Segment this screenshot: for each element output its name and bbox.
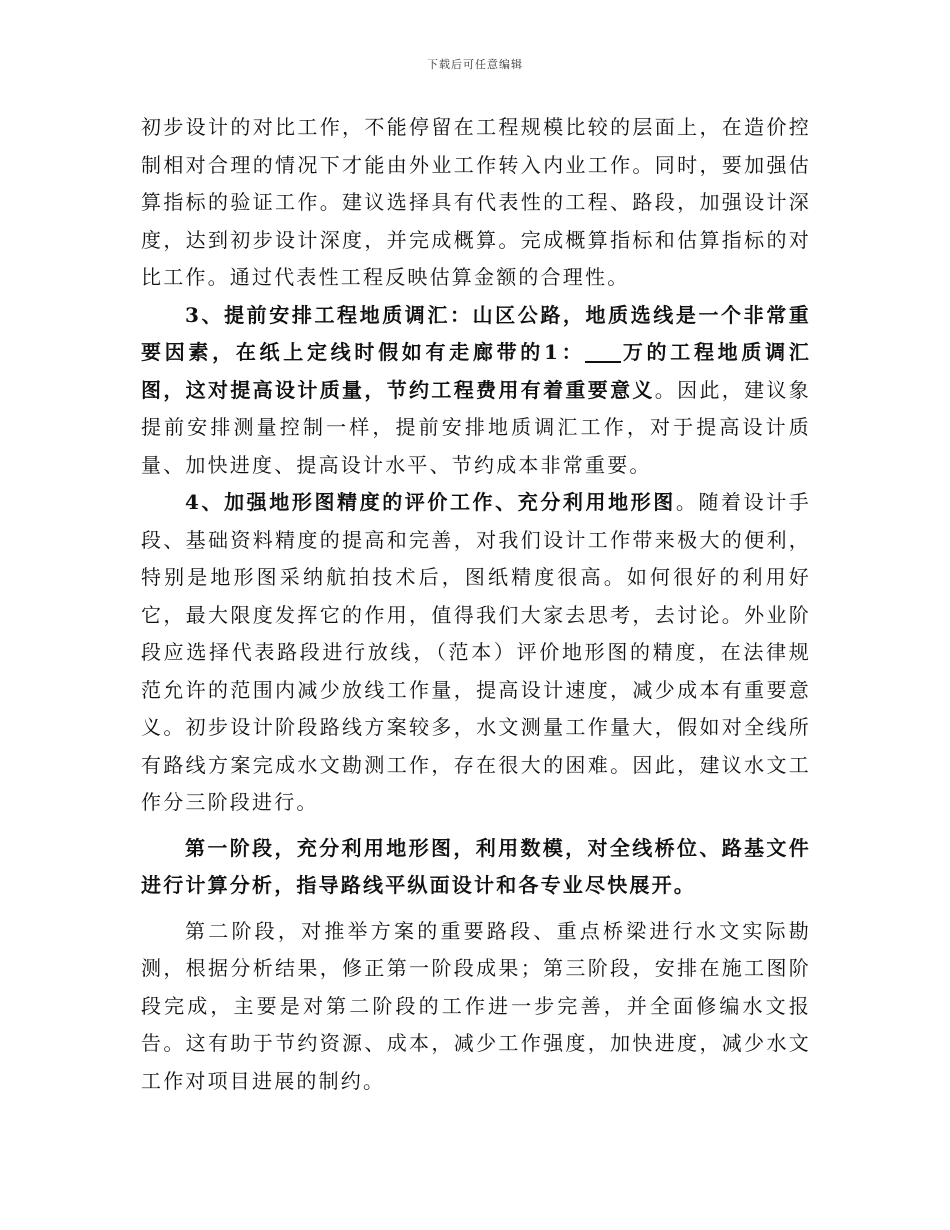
paragraph-2-bold-b: 万的工程地质调汇图，这对提高设计质量，节约工程费用有着重要意义: [141, 340, 811, 402]
paragraph-5: 第二阶段，对推举方案的重要路段、重点桥梁进行水文实际勘测，根据分析结果，修正第一阶段成果；第三阶段，安排在施工图阶段完成，主要是对第二阶段的工作进一步完善，并全面修编水文报告。这有助于节约资源、成本，减少工作强度，加快进度，减少水文工作对项目进展的制约。: [141, 918, 811, 1093]
paragraph-gap: [141, 822, 811, 830]
paragraph-1: 初步设计的对比工作，不能停留在工程规模比较的层面上，在造价控制相对合理的情况下才能由外业工作转入内业工作。同时，要加强估算指标的验证工作。建议选择具有代表性的工程、路段，加强设计深度，达到初步设计深度，并完成概算。完成概算指标和估算指标的对比工作。通过代表性工程反映估算金额的合理性。: [141, 115, 811, 289]
paragraph-3: [141, 484, 811, 822]
page-header: 下载后可任意编辑: [427, 58, 523, 71]
paragraph-gap: [141, 905, 811, 913]
paragraph-3-bold: 4、加强地形图精度的评价工作、充分利用地形图: [185, 490, 676, 514]
fill-in-blank: [585, 341, 621, 363]
paragraph-2: [141, 297, 811, 485]
paragraph-2-bold-a: 3、提前安排工程地质调汇：山区公路，地质选线是一个非常重要因素，在纸上定线时假如有走廊带的1：: [141, 302, 811, 364]
paragraph-2-text: 。因此，建议象提前安排测量控制一样，提前安排地质调汇工作，对于提高设计质量、加快进度、提高设计水平、节约成本非常重要。: [141, 377, 811, 477]
document-body: [141, 109, 811, 1100]
paragraph-4: 第一阶段，充分利用地形图，利用数模，对全线桥位、路基文件进行计算分析，指导路线平纵面设计和各专业尽快展开。: [141, 835, 811, 897]
paragraph-3-text: 。随着设计手段、基础资料精度的提高和完善，对我们设计工作带来极大的便利，特别是地形图采纳航拍技术后，图纸精度很高。如何很好的利用好它，最大限度发挥它的作用，值得我们大家去思考，去讨论。外业阶段应选择代表路段进行放线，（范本）评价地形图的精度，在法律规范允许的范围内减少放线工作量，提高设计速度，减少成本有重要意义。初步设计阶段路线方案较多，水文测量工作量大，假如对全线所有路线方案完成水文勘测工作，存在很大的困难。因此，建议水文工作分三阶段进行。: [141, 490, 811, 814]
